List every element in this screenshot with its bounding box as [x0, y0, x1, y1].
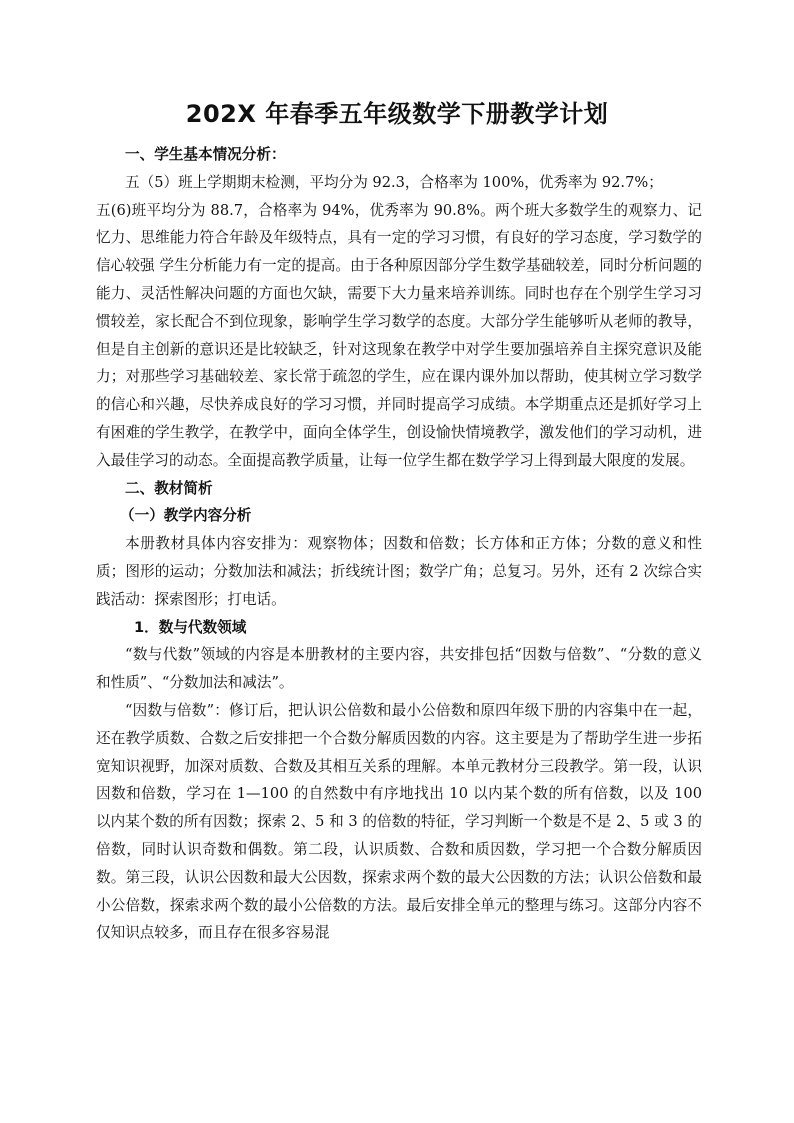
paragraph-factors-multiples: “因数与倍数”：修订后，把认识公倍数和最小公倍数和原四年级下册的内容集中在一起，还在教学质数、合数之后安排把一个合数分解质因数的内容。这主要是为了帮助学生进一步拓宽知识视野，加深对质数、合数及其相互关系的理解。本单元教材分三段教学。第一段，认识因数和倍数，学习在 1—100 的自然数中有序地找出 10 以内某个数的所有倍数，以及 100 以内某个数的所有因数；探索 2、5 和 3 的倍数的特征，学习判断一个数是不是 2、5 或 3 的倍数，同时认识奇数和偶数。第二段，认识质数、合数和质因数，学习把一个合数分解质因数。第三段，认识公因数和最大公因数，探索求两个数的最大公因数的方法；认识公倍数和最小公倍数，探索求两个数的最小公倍数的方法。最后安排全单元的整理与练习。这部分内容不仅知识点较多，而且存在很多容易混 — [96, 701, 702, 942]
subsection-heading-content-analysis: （一）教学内容分析 — [120, 507, 252, 525]
section-heading-textbook-analysis: 二、教材简析 — [125, 479, 213, 497]
paragraph-number-algebra-intro: “数与代数”领域的内容是本册教材的主要内容，共安排包括“因数与倍数”、“分数的意义和性质”、“分数加法和减法”。 — [96, 646, 702, 692]
section-heading-student-analysis: 一、学生基本情况分析： — [125, 146, 286, 163]
paragraph-class5-scores: 五（5）班上学期期末检测，平均分为 92.3，合格率为 100%，优秀率为 92.7%； — [125, 173, 663, 191]
paragraph-class6-analysis: 五(6)班平均分为 88.7，合格率为 94%，优秀率为 90.8%。两个班大多数学生的观察力、记忆力、思维能力符合年龄及年级特点，具有一定的学习习惯，有良好的学习态度，学习数学的信心较强 学生分析能力有一定的提高。由于各种原因部分学生数学基础较差，同时分析问题的能力、灵活性解决问题的方面也欠缺，需要下大力量来培养训练。同时也存在个别学生学习习惯较差，家长配合不到位现象，影响学生学习数学的态度。大部分学生能够听从老师的教导，但是自主创新的意识还是比较缺乏，针对这现象在教学中对学生要加强培养自主探究意识及能力；对那些学习基础较差、家长常于疏忽的学生，应在课内课外加以帮助，使其树立学习数学的信心和兴趣，尽快养成良好的学习习惯，并同时提高学习成绩。本学期重点还是抓好学习上有困难的学生教学，在教学中，面向全体学生，创设愉快情境教学，激发他们的学习动机，进入最佳学习的动态。全面提高教学质量，让每一位学生都在数学学习上得到最大限度的发展。 — [96, 201, 702, 469]
paragraph-content-arrangement: 本册教材具体内容安排为：观察物体；因数和倍数；长方体和正方体；分数的意义和性质；图形的运动；分数加法和减法；折线统计图；数学广角；总复习。另外，还有 2 次综合实践活动：探索图形；打电话。 — [96, 535, 702, 608]
document-body — [96, 141, 702, 947]
document-title: 202X 年春季五年级数学下册教学计划 — [185, 100, 609, 128]
item-heading-number-algebra: 1．数与代数领域 — [134, 618, 247, 636]
